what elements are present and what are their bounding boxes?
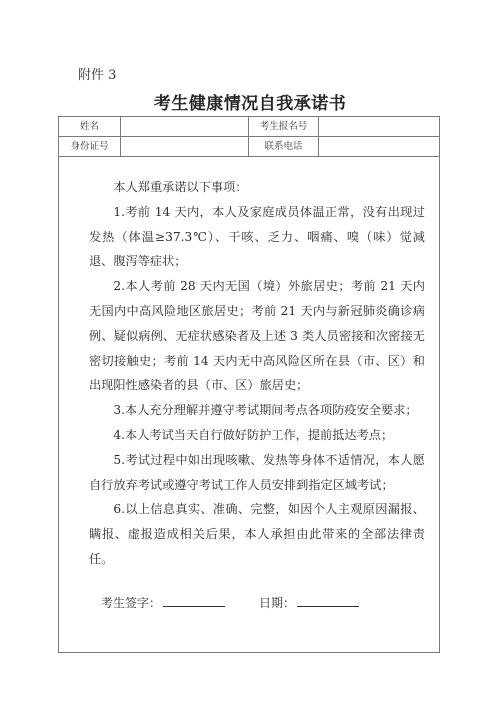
pledge-item: 5.考试过程中如出现咳嗽、发热等身体不适情况，本人愿自行放弃考试或遵守考试工作人员安排到指定区域考试；: [89, 452, 425, 492]
name-label: 姓名: [59, 117, 121, 136]
form-row-id: [59, 137, 439, 157]
phone-field[interactable]: [319, 137, 441, 156]
attachment-label: 附件 3: [78, 68, 117, 83]
pledge-intro: 本人郑重承诺以下事项：: [113, 180, 248, 194]
pledge-item: 3.本人充分理解并遵守考试期间考点各项防疫安全要求；: [113, 403, 418, 418]
signature-line[interactable]: [163, 594, 225, 607]
exam-number-label: 考生报名号: [249, 117, 319, 136]
signature-label: 考生签字：: [101, 596, 162, 610]
form-row-name: [59, 117, 439, 137]
pledge-item: 6.以上信息真实、准确、完整，如因个人主观原因漏报、瞒报、虚报造成相关后果，本人承担由此带来的全部法律责任。: [89, 502, 425, 566]
id-field[interactable]: [121, 137, 249, 156]
name-field[interactable]: [121, 117, 249, 136]
document-title: 考生健康情况自我承诺书: [153, 94, 347, 114]
signature-block: [101, 594, 225, 611]
pledge-item: 1.考前 14 天内，本人及家庭成员体温正常，没有出现过发热（体温≥37.3℃）、干咳、乏力、咽痛、嗅（味）觉减退、腹泻等症状；: [89, 204, 425, 269]
date-line[interactable]: [297, 594, 359, 607]
phone-label: 联系电话: [249, 137, 319, 156]
pledge-body: [89, 175, 425, 572]
date-block: [259, 594, 359, 611]
pledge-item: 4.本人考试当天自行做好防护工作，提前抵达考点；: [113, 427, 394, 442]
exam-number-field[interactable]: [319, 117, 441, 136]
id-label: 身份证号: [59, 137, 121, 156]
date-label: 日期：: [259, 596, 296, 610]
pledge-form: [58, 116, 440, 653]
pledge-item: 2.本人考前 28 天内无国（境）外旅居史；考前 21 天内无国内中高风险地区旅居史；考前 21 天内与新冠肺炎确诊病例、疑似病例、无症状感染者及上述 3 类人员密接和次密接无密切接触史；考前 14 天内无中高风险区所在县（市、区）和出现阳性感染者的县（市、区）旅居史；: [89, 279, 425, 393]
